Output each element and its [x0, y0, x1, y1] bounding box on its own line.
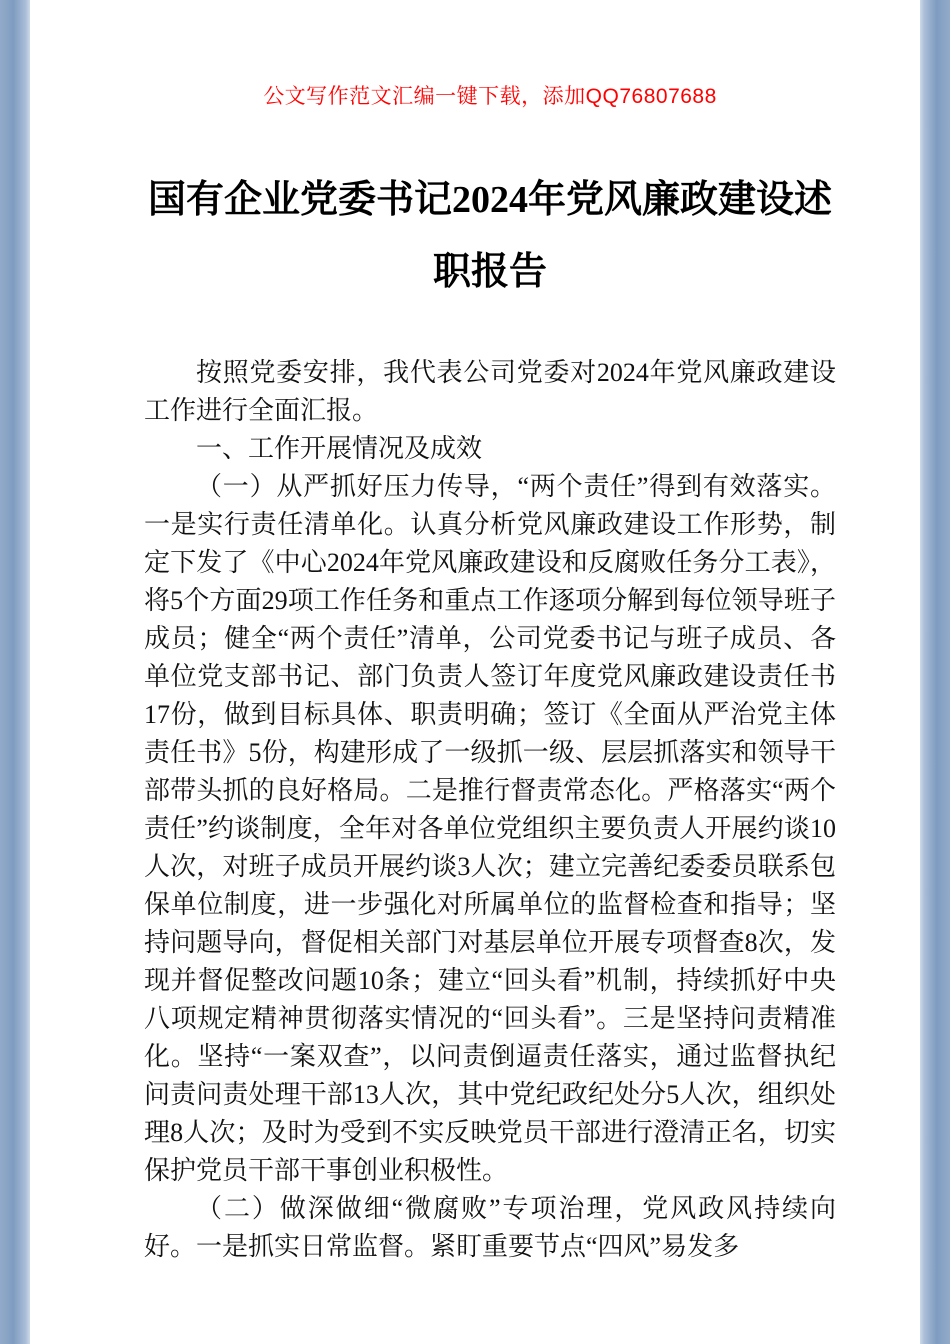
paragraph-intro: 按照党委安排，我代表公司党委对2024年党风廉政建设工作进行全面汇报。 [144, 358, 836, 425]
document-body [144, 354, 836, 1266]
left-page-edge [0, 0, 30, 1344]
promo-notice: 公文写作范文汇编一键下载，添加QQ76807688 [263, 85, 717, 108]
document-content [144, 0, 836, 1266]
paragraph-section-one: （一）从严抓好压力传导，“两个责任”得到有效落实。一是实行责任清单化。认真分析党风廉政建设工作形势，制定下发了《中心2024年党风廉政建设和反腐败任务分工表》，将5个方面29项工作任务和重点工作逐项分解到每位领导班子成员；健全“两个责任”清单，公司党委书记与班子成员、各单位党支部书记、部门负责人签订年度党风廉政建设责任书17份，做到目标具体、职责明确；签订《全面从严治党主体责任书》5份，构建形成了一级抓一级、层层抓落实和领导干部带头抓的良好格局。二是推行督责常态化。严格落实“两个责任”约谈制度，全年对各单位党组织主要负责人开展约谈10人次，对班子成员开展约谈3人次；建立完善纪委委员联系包保单位制度，进一步强化对所属单位的监督检查和指导；坚持问题导向，督促相关部门对基层单位开展专项督查8次，发现并督促整改问题10条；建立“回头看”机制，持续抓好中央八项规定精神贯彻落实情况的“回头看”。三是坚持问责精准化。坚持“一案双查”，以问责倒逼责任落实，通过监督执纪问责问责处理干部13人次，其中党纪政纪处分5人次，组织处理8人次；及时为受到不实反映党员干部进行澄清正名，切实保护党员干部干事创业积极性。 [144, 472, 836, 1185]
right-page-edge [920, 0, 950, 1344]
paragraph-section-heading: 一、工作开展情况及成效 [196, 434, 483, 463]
paragraph-section-two: （二）做深做细“微腐败”专项治理，党风政风持续向好。一是抓实日常监督。紧盯重要节点“四风”易发多 [144, 1194, 836, 1261]
document-title: 国有企业党委书记2024年党风廉政建设述职报告 [147, 179, 832, 293]
